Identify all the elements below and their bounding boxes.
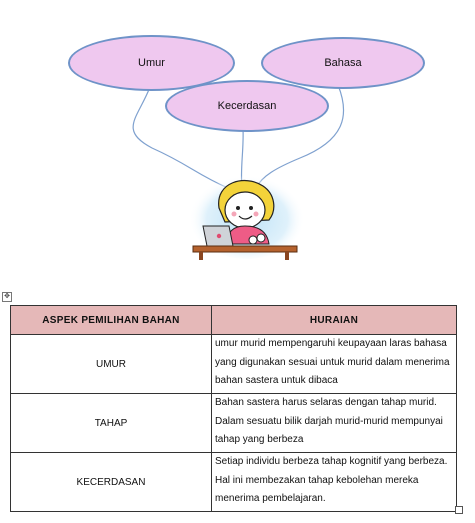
table-resize-handle-icon[interactable] [455, 506, 463, 514]
aspek-pemilihan-table [10, 305, 457, 512]
cell-aspek-umur[interactable]: UMUR [11, 335, 212, 394]
oval-kecerdasan [165, 80, 329, 132]
header-aspek: ASPEK PEMILIHAN BAHAN [11, 306, 212, 335]
oval-kecerdasan-label: Kecerdasan [217, 100, 277, 112]
table-row [11, 335, 457, 394]
cell-huraian-kecerdasan[interactable]: Setiap individu berbeza tahap kognitif yang berbeza. Hal ini membezakan tahap kebolehan mereka menerima pembelajaran. [212, 453, 457, 512]
header-huraian: HURAIAN [212, 306, 457, 335]
oval-bahasa [261, 37, 425, 89]
cell-aspek-kecerdasan[interactable]: KECERDASAN [11, 453, 212, 512]
cell-aspek-tahap[interactable]: TAHAP [11, 394, 212, 453]
table-move-handle-icon[interactable]: ✥ [2, 292, 12, 302]
table-header-row [11, 306, 457, 335]
oval-bahasa-label: Bahasa [324, 57, 362, 69]
student-laptop-illustration [185, 170, 305, 260]
table-row [11, 394, 457, 453]
table-row [11, 453, 457, 512]
oval-umur-label: Umur [138, 57, 165, 69]
cell-huraian-tahap[interactable]: Bahan sastera harus selaras dengan tahap murid. Dalam sesuatu bilik darjah murid-murid mempunyai tahap yang berbeza [212, 394, 457, 453]
cell-huraian-umur[interactable]: umur murid mempengaruhi keupayaan laras bahasa yang digunakan sesuai untuk murid dalam menerima bahan sastera untuk dibaca [212, 335, 457, 394]
